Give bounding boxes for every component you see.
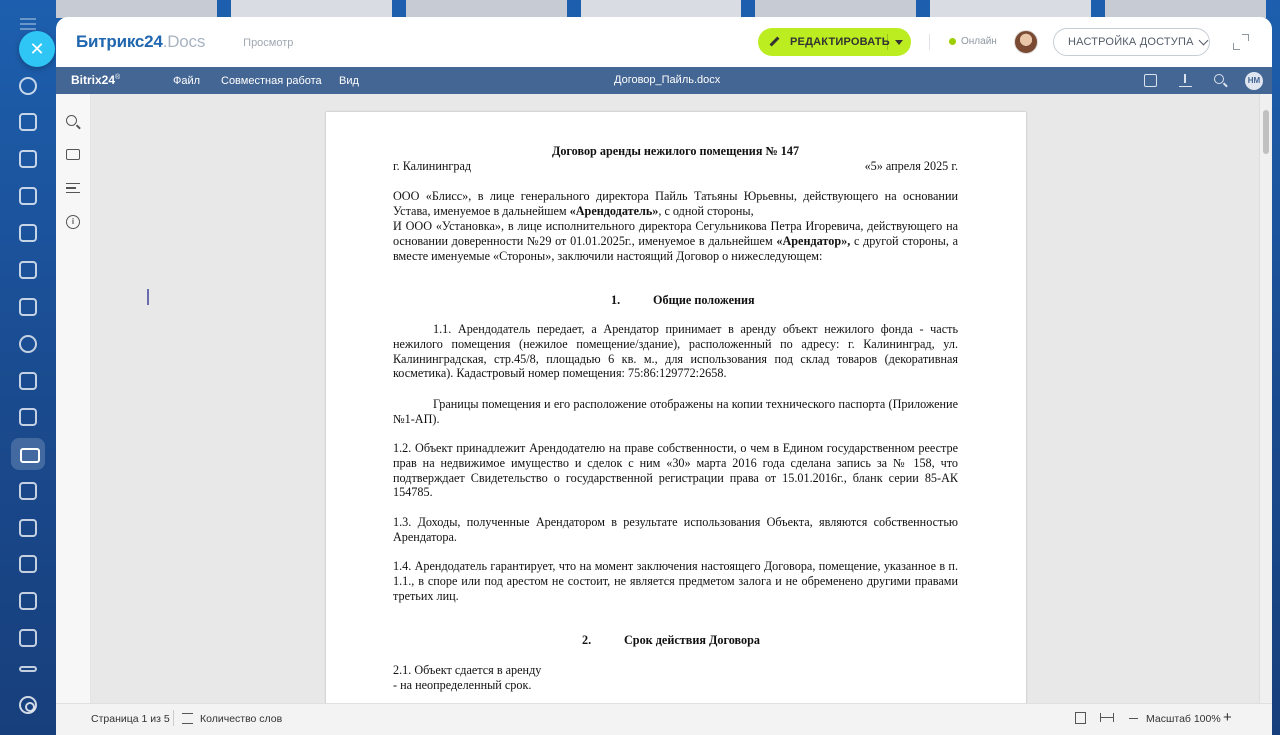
info-icon[interactable]: i [66, 215, 80, 229]
fit-width-icon[interactable] [1100, 717, 1114, 718]
preamble-lessee: И ООО «Установка», в лице исполнительного директора Сегульникова Петра Игоревича, действующего на основании доверенности №29 от 01.01.2025г., именуемое в дальнейшем «Арендатор», с другой стороны, а вместе именуемые «Стороны», заключили настоящий Договор о нижеследующем: [393, 219, 958, 263]
fit-page-icon[interactable] [1075, 712, 1086, 724]
document-title: Договор_Пайль.docx [614, 74, 721, 86]
chat-icon[interactable] [19, 482, 37, 500]
city: г. Калининград [393, 159, 472, 173]
chevron-down-icon [1198, 35, 1208, 45]
paragraph-1-2: 1.2. Объект принадлежит Арендодателю на праве собственности, о чем в Едином государственном реестре прав на недвижимое имущество и сделок с ним «30» марта 2016 года сделана запись за № 158, что подтверждает Свидетельство о государственной регистрации права от 15.01.2016г., бланк серии 85-АК 154785. [393, 441, 958, 500]
document-title-heading: Договор аренды нежилого помещения № 147 [551, 144, 800, 158]
print-icon[interactable] [1144, 74, 1157, 87]
chevron-down-icon[interactable] [895, 40, 903, 45]
zoom-level: Масштаб 100% [1146, 713, 1221, 725]
city-line [393, 159, 958, 174]
toolbar-brand: Bitrix24® [71, 73, 121, 87]
pencil-icon [770, 37, 780, 47]
contact-center-icon[interactable] [19, 372, 37, 390]
editor-toolbar [56, 67, 1272, 94]
paragraph-1-3: 1.3. Доходы, полученные Арендатором в результате использования Объекта, являются собственностью Арендатора. [393, 515, 958, 544]
docs-viewer-window [56, 17, 1272, 735]
paragraph-2-1b: - на неопределенный срок. [393, 678, 532, 692]
background-tabs [56, 0, 1280, 18]
preamble-lessor: ООО «Блисс», в лице генерального директора Пайль Татьяны Юрьевны, действующего на основании Устава, именуемое в дальнейшем «Арендодатель», с одной стороны, [393, 189, 958, 218]
robot-icon[interactable] [19, 519, 37, 537]
menu-file[interactable]: Файл [173, 75, 201, 87]
scrollbar-thumb[interactable] [1263, 110, 1269, 154]
fullscreen-icon[interactable] [1233, 34, 1249, 50]
schedule-icon[interactable] [19, 592, 37, 610]
checklist-icon[interactable] [19, 298, 37, 316]
filter-icon[interactable] [19, 224, 37, 242]
edit-button-label: РЕДАКТИРОВАТЬ [790, 36, 890, 48]
close-slider-button[interactable]: ✕ [19, 31, 55, 67]
paragraph-2-1: 2.1. Объект сдается в аренду [393, 663, 542, 677]
bitrix-docs-logo: Битрикс24.Docs [76, 32, 206, 51]
documents-icon[interactable] [19, 187, 37, 205]
mail-icon[interactable] [19, 261, 37, 279]
report-icon[interactable] [19, 408, 37, 426]
navigation-icon[interactable] [66, 183, 80, 193]
left-app-rail [0, 0, 56, 735]
user-avatar[interactable]: НМ [1245, 72, 1263, 90]
word-count-icon[interactable] [182, 713, 193, 724]
online-dot-icon [949, 38, 956, 45]
access-settings-button[interactable]: НАСТРОЙКА ДОСТУПА [1053, 28, 1210, 56]
side-tools-panel [56, 94, 91, 703]
download-icon[interactable] [1179, 74, 1192, 87]
avatar[interactable] [1014, 30, 1038, 54]
mode-label: Просмотр [243, 37, 294, 49]
paragraph-1-1b: Границы помещения и его расположение отображены на копии технического паспорта (Приложение №1-АП). [393, 397, 958, 426]
crm-icon[interactable] [19, 150, 37, 168]
contract-date: «5» апреля 2025 г. [864, 159, 958, 173]
vertical-scrollbar[interactable] [1259, 94, 1272, 703]
paragraph-1-1: 1.1. Арендодатель передает, а Арендатор принимает в аренду объект нежилого фонда - часть нежилого помещения (нежилое помещение/здание), расположенный по адресу: г. Калининград, ул. Калининградская, стр.45/8, площадью 6 кв. м., для использования под склад товаров (декоративная косметика). Кадастровый номер помещения: 75:86:129772:2658. [393, 322, 958, 381]
word-count-button[interactable]: Количество слов [200, 713, 283, 725]
viewer-header [56, 17, 1272, 67]
settings-gear-icon[interactable] [19, 696, 37, 714]
document-page[interactable]: Договор аренды нежилого помещения № 147 г. Калининград «5» апреля 2025 г. ООО «Блисс», в лице генерального директора Пайль Татьяны Юрьевны, действующего на основании Устава, именуемое в дальнейшем «Арендодатель», с одной стороны, И ООО «Установка», в лице исполнительного директора Сегульникова Петра Игоревича, действующего на основании доверенности №29 от 01.01.2025г., именуемое в дальнейшем «Арендатор», с другой стороны, а вместе именуемые «Стороны», заключили настоящий Договор о нижеследующем: 1. Общие положения 1.1. Арендодатель передает, а Арендатор принимает в аренду объект нежилого фонда - часть нежилого помещения (нежилое помещение/здание), расположенный по адресу: г. Калининград, ул. Калининградская, стр.45/8, площадью 6 кв. м., для использования под склад товаров (декоративная косметика). Кадастровый номер помещения: 75:86:129772:2658. Границы помещения и его расположение отображены на копии технического паспорта (Приложение №1-АП). 1.2. Объект принадлежит Арендодателю на праве собственности, о чем в Едином государственном реестре прав на недвижимое имущество и сделок с ним «30» марта 2016 года сделана запись за № 158, что подтверждает Свидетельство о государственной регистрации права от 15.01.2016г., бланк серии 85-АК 154785. 1.3. Доходы, полученные Арендатором в результате использования Объекта, являются собственностью Арендатора. 1.4. Арендодатель гарантирует, что на момент заключения настоящего Договора, помещение, указанное в п. 1.1., в споре или под арестом не состоит, не является предметом залога и не обременено другими правами третьих лиц. 2. Срок действия Договора 2.1. Объект сдается в аренду - на неопределенный срок. [326, 112, 1026, 703]
zoom-out-button[interactable] [1129, 718, 1138, 719]
document-canvas[interactable] [91, 94, 1259, 703]
comment-icon[interactable] [66, 149, 80, 160]
drive-icon[interactable] [11, 438, 45, 470]
more-icon[interactable] [19, 666, 37, 672]
menu-collaboration[interactable]: Совместная работа [221, 75, 322, 87]
edit-button[interactable] [758, 28, 911, 56]
tasks-icon[interactable] [19, 113, 37, 131]
paragraph-1-4: 1.4. Арендодатель гарантирует, что на момент заключения настоящего Договора, помещение, указанное в п. 1.1., в споре или под арестом не состоит, не является предметом залога и не обременено другими правами третьих лиц. [393, 559, 958, 603]
page-indicator: Страница 1 из 5 [91, 713, 170, 725]
store-icon[interactable] [19, 629, 37, 647]
status-bar [56, 703, 1272, 735]
zoom-in-button[interactable]: + [1223, 709, 1232, 726]
search-icon[interactable] [1214, 74, 1224, 84]
sales-icon[interactable] [19, 335, 37, 353]
activity-icon[interactable] [19, 77, 37, 95]
online-status: Онлайн [949, 36, 997, 47]
menu-view[interactable]: Вид [339, 75, 359, 87]
text-cursor [147, 289, 149, 305]
search-icon[interactable] [66, 115, 77, 126]
calendar-icon[interactable] [19, 555, 37, 573]
menu-icon[interactable] [20, 18, 36, 30]
